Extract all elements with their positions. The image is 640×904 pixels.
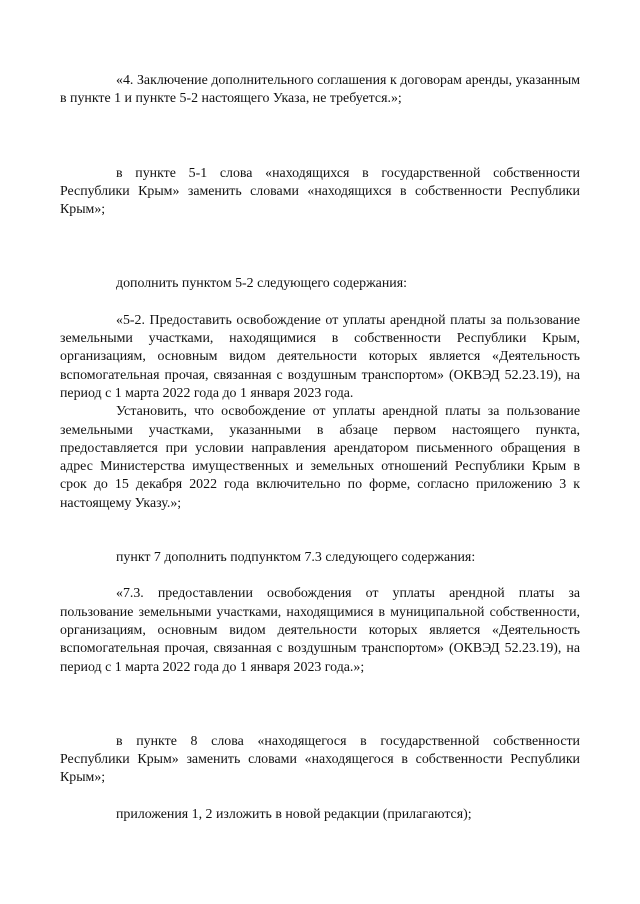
paragraph-appendices: приложения 1, 2 изложить в новой редакции (прилагаются); [116,806,472,822]
paragraph-clause-4: «4. Заключение дополнительного соглашения к договорам аренды, указанным в пункте 1 и пункте 5-2 настоящего Указа, не требуется.»; [60,73,580,107]
spacer [60,109,580,165]
spacer [60,788,580,806]
spacer [60,219,580,275]
paragraph-point-7: пункт 7 дополнить подпунктом 7.3 следующего содержания: [116,550,476,566]
paragraph-point-5-2-text: «5-2. Предоставить освобождение от уплаты арендной платы за пользование земельными участками, находящимися в собственности Республики Крым, организациям, основным видом деятельности которых является «Деятельность вспомогательная прочая, связанная с воздушным транспортом» (ОКВЭД 52.23.19), на период с 1 марта 2022 года до 1 января 2023 года. [60,312,580,401]
paragraph-point-7-3-text: «7.3. предоставлении освобождения от уплаты арендной платы за пользование земельными участками, находящимися в муниципальной собственности, организациям, основным видом деятельности которых является «Деятельность вспомогательная прочая, связанная с воздушным транспортом» (ОКВЭД 52.23.19), на период с 1 марта 2022 года до 1 января 2023 года.»; [60,586,580,675]
paragraph-point-5-1: в пункте 5-1 слова «находящихся в государственной собственности Республики Крым» заменить словами «находящихся в собственности Республики Крым»; [60,165,580,218]
spacer [60,567,580,585]
paragraph-point-5-2-establish: Установить, что освобождение от уплаты арендной платы за пользование земельными участками, указанными в абзаце первом настоящего пункта, предоставляется при условии направления арендатором письменного обращения в адрес Министерства имущественных и земельных отношений Республики Крым в срок до 15 декабря 2022 года включительно по форме, согласно приложению 3 к настоящему Указу.»; [60,404,580,511]
spacer [60,513,580,549]
paragraph-point-8: в пункте 8 слова «находящегося в государственной собственности Республики Крым» заменить словами «находящегося в собственности Республики Крым»; [60,733,580,786]
spacer [60,677,580,733]
spacer [60,294,580,312]
paragraph-add-point-5-2: дополнить пунктом 5-2 следующего содержания: [116,276,407,292]
